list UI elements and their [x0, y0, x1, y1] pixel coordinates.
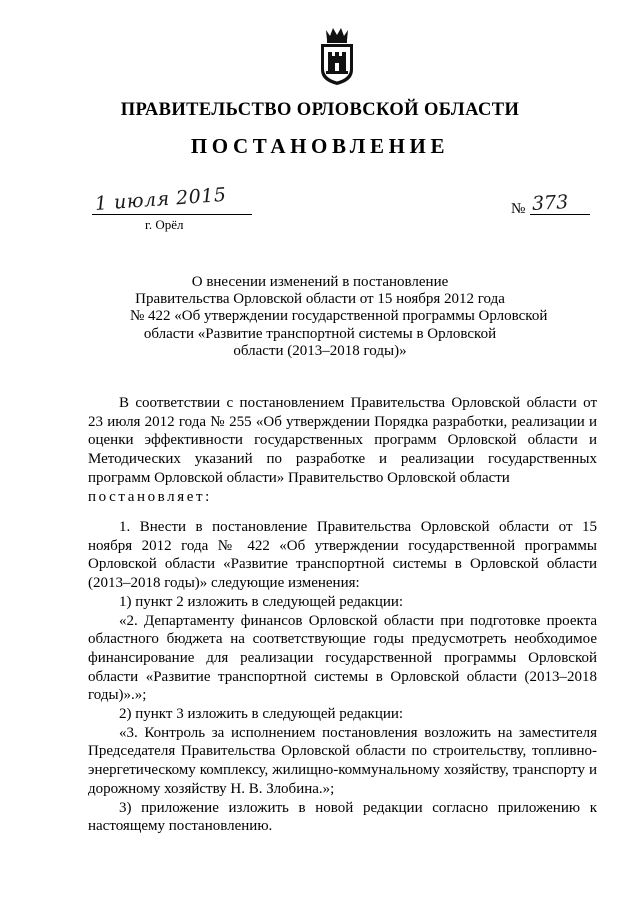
coat-of-arms-icon	[318, 26, 356, 86]
handwritten-date: 1 июля 2015	[94, 183, 228, 215]
item-paragraph: 2) пункт 3 изложить в следующей редакции:	[119, 706, 404, 723]
government-title: ПРАВИТЕЛЬСТВО ОРЛОВСКОЙ ОБЛАСТИ	[120, 100, 520, 120]
preamble-paragraph: В соответствии с постановлением Правительства Орловской области от 23 июля 2012 года № 255 «Об утверждении Порядка разработки, реализации и оценки эффективности государственных программ Орловской области и Методических указаний по разработке и реализации государственных программ Орловской области» Правительство Орловской области	[88, 395, 597, 486]
date-underline	[92, 214, 252, 215]
number-label: №	[511, 201, 526, 217]
item-paragraph: «3. Контроль за исполнением постановления возложить на заместителя Председателя Правительства Орловской области по строительству, топливно-энергетическому комплексу, жилищно-коммунальному хозяйству, транспорту и дорожному хозяйству Н. В. Злобина.»;	[88, 724, 597, 797]
city-label: г. Орёл	[145, 217, 184, 232]
number-underline	[530, 214, 590, 215]
item-paragraph: 3) приложение изложить в новой редакции согласно приложению к настоящему постановлению.	[88, 799, 597, 835]
handwritten-number: 373	[531, 191, 569, 215]
item-paragraph: 1) пункт 2 изложить в следующей редакции:	[119, 593, 404, 610]
subject-line: № 422 «Об утверждении государственной программы Орловской	[130, 308, 548, 325]
subject-line: О внесении изменений в постановление	[191, 274, 449, 290]
resolution-items	[88, 518, 597, 836]
item-paragraph: «2. Департаменту финансов Орловской области при подготовке проекта областного бюджета на соответствующие годы предусмотреть необходимое финансирование для реализации государственной программы Орловской области «Развитие транспортной системы в Орловской области (2013–2018 годы)».»;	[88, 612, 597, 704]
subject-line: Правительства Орловской области от 15 ноября 2012 года	[135, 291, 505, 308]
preamble-section	[88, 394, 597, 506]
document-type-title: ПОСТАНОВЛЕНИЕ	[190, 134, 450, 158]
subject-line: области «Развитие транспортной системы в Орловской	[143, 325, 497, 342]
item-paragraph: 1. Внести в постановление Правительства Орловской области от 15 ноября 2012 года № 422 «Об утверждении государственной программы Орловской области «Развитие транспортной системы в Орловской области (2013–2018 годы)» следующие изменения:	[88, 519, 597, 592]
document-subject	[130, 274, 548, 360]
subject-line: области (2013–2018 годы)»	[233, 342, 407, 359]
resolves-verb: постановляет:	[88, 488, 212, 505]
